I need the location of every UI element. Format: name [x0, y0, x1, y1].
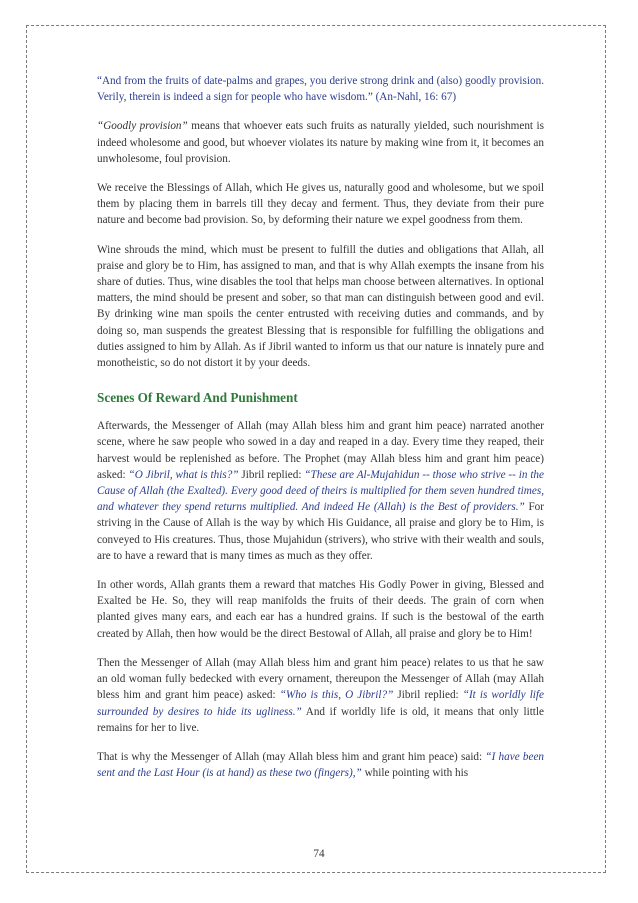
paragraph-last-hour: [97, 749, 544, 781]
quote-answer: “These are Al-Mujahidun -- those who strive -- in the Cause of Allah (the Exalted). Every good deed of theirs is multiplied for them seven hundred times, and whatever they spend returns multiplied. And indeed He (Allah) is the Best of providers.”: [97, 468, 544, 514]
quote-question: “Who is this, O Jibril?”: [279, 689, 394, 702]
quote-hadith: “I have been sent and the Last Hour (is at hand) as these two (fingers),”: [97, 750, 545, 780]
page-body: [97, 73, 544, 794]
paragraph-old-woman: [97, 655, 544, 736]
paragraph-wine: Wine shrouds the mind, which must be present to fulfill the duties and obligations that Allah, all praise and glory be to Him, has assigned to man, and that is why Allah exempts the insane from his share of duties. Thus, wine disables the tool that helps man choose between alternatives. In optional matters, the mind should be present and sober, so that man can distinguish between good and evil. By drinking wine man spoils the center entrusted with receiving duties and commands, and by doing so, man suspends the greatest Blessing that is responsible for fulfilling the obligations and duties assigned to him by Allah. As if Jibril wanted to inform us that our nature is innately pure and monotheistic, so do not distort it by your deeds.: [97, 243, 544, 370]
page-number: 74: [313, 848, 325, 860]
paragraph-text: Jibril replied:: [238, 468, 305, 481]
paragraph-text: And if worldly life is old, it means that only little remains for her to live.: [97, 705, 544, 734]
paragraph-text: means that whoever eats such fruits as naturally yielded, such nourishment is indeed wholesome and good, but whoever violates its nature by making wine from it, it becomes an unwholesome, foul provision.: [97, 120, 544, 165]
paragraph-text: while pointing with his: [361, 767, 469, 780]
paragraph-text: Then the Messenger of Allah (may Allah bless him and grant him peace) relates to us that he saw an old woman fully bedecked with every ornament, thereupon the Messenger of Allah (may Allah bless him and grant him peace) asked:: [97, 656, 544, 702]
paragraph-reward: In other words, Allah grants them a reward that matches His Godly Power in giving, Blessed and Exalted be He. So, they will reap manifolds the fruits of their deeds. The grain of corn when planted gives many ears, and each ear has a hundred grains. If such is the bestowal of the earth created by Allah, then how would be the direct Bestowal of Allah, all praise and glory be to Him!: [97, 579, 544, 640]
section-heading: Scenes Of Reward And Punishment: [97, 390, 298, 406]
quote-question: “O Jibril, what is this?”: [128, 468, 239, 481]
paragraph-blessings: We receive the Blessings of Allah, which He gives us, naturally good and wholesome, but we spoil them by placing them in barrels till they decay and ferment. Thus, they deviate from their pure nature and become bad provision. So, by deforming their nature we expel goodness from them.: [97, 182, 544, 227]
paragraph-goodly-provision: [97, 118, 544, 167]
paragraph-text: That is why the Messenger of Allah (may Allah bless him and grant him peace) said:: [97, 750, 486, 763]
paragraph-text: Jibril replied:: [393, 689, 463, 702]
quote-answer: “It is worldly life surrounded by desires to hide its ugliness.”: [97, 689, 544, 718]
paragraph-mujahidun: [97, 418, 544, 564]
paragraph-text: For striving in the Cause of Allah is the way by which His Guidance, all praise and glory be to Him, is conveyed to His creatures. Thus, those Mujahidun (strivers), who strive with their wealth and souls, are to have a reward that is many times as much as they offer.: [97, 501, 545, 562]
paragraph-text: Afterwards, the Messenger of Allah (may Allah bless him and grant him peace) narrated another scene, where he saw people who sowed in a day and reaped in a day. Every time they reaped, their harvest would be replenished as before. The Prophet (may Allah bless him and grant him peace) asked:: [97, 420, 544, 481]
italic-term: “Goodly provision”: [97, 120, 188, 133]
quran-quote: “And from the fruits of date-palms and grapes, you derive strong drink and (also) goodly provision. Verily, therein is indeed a sign for people who have wisdom.” (An-Nahl, 16: 67): [97, 75, 544, 104]
